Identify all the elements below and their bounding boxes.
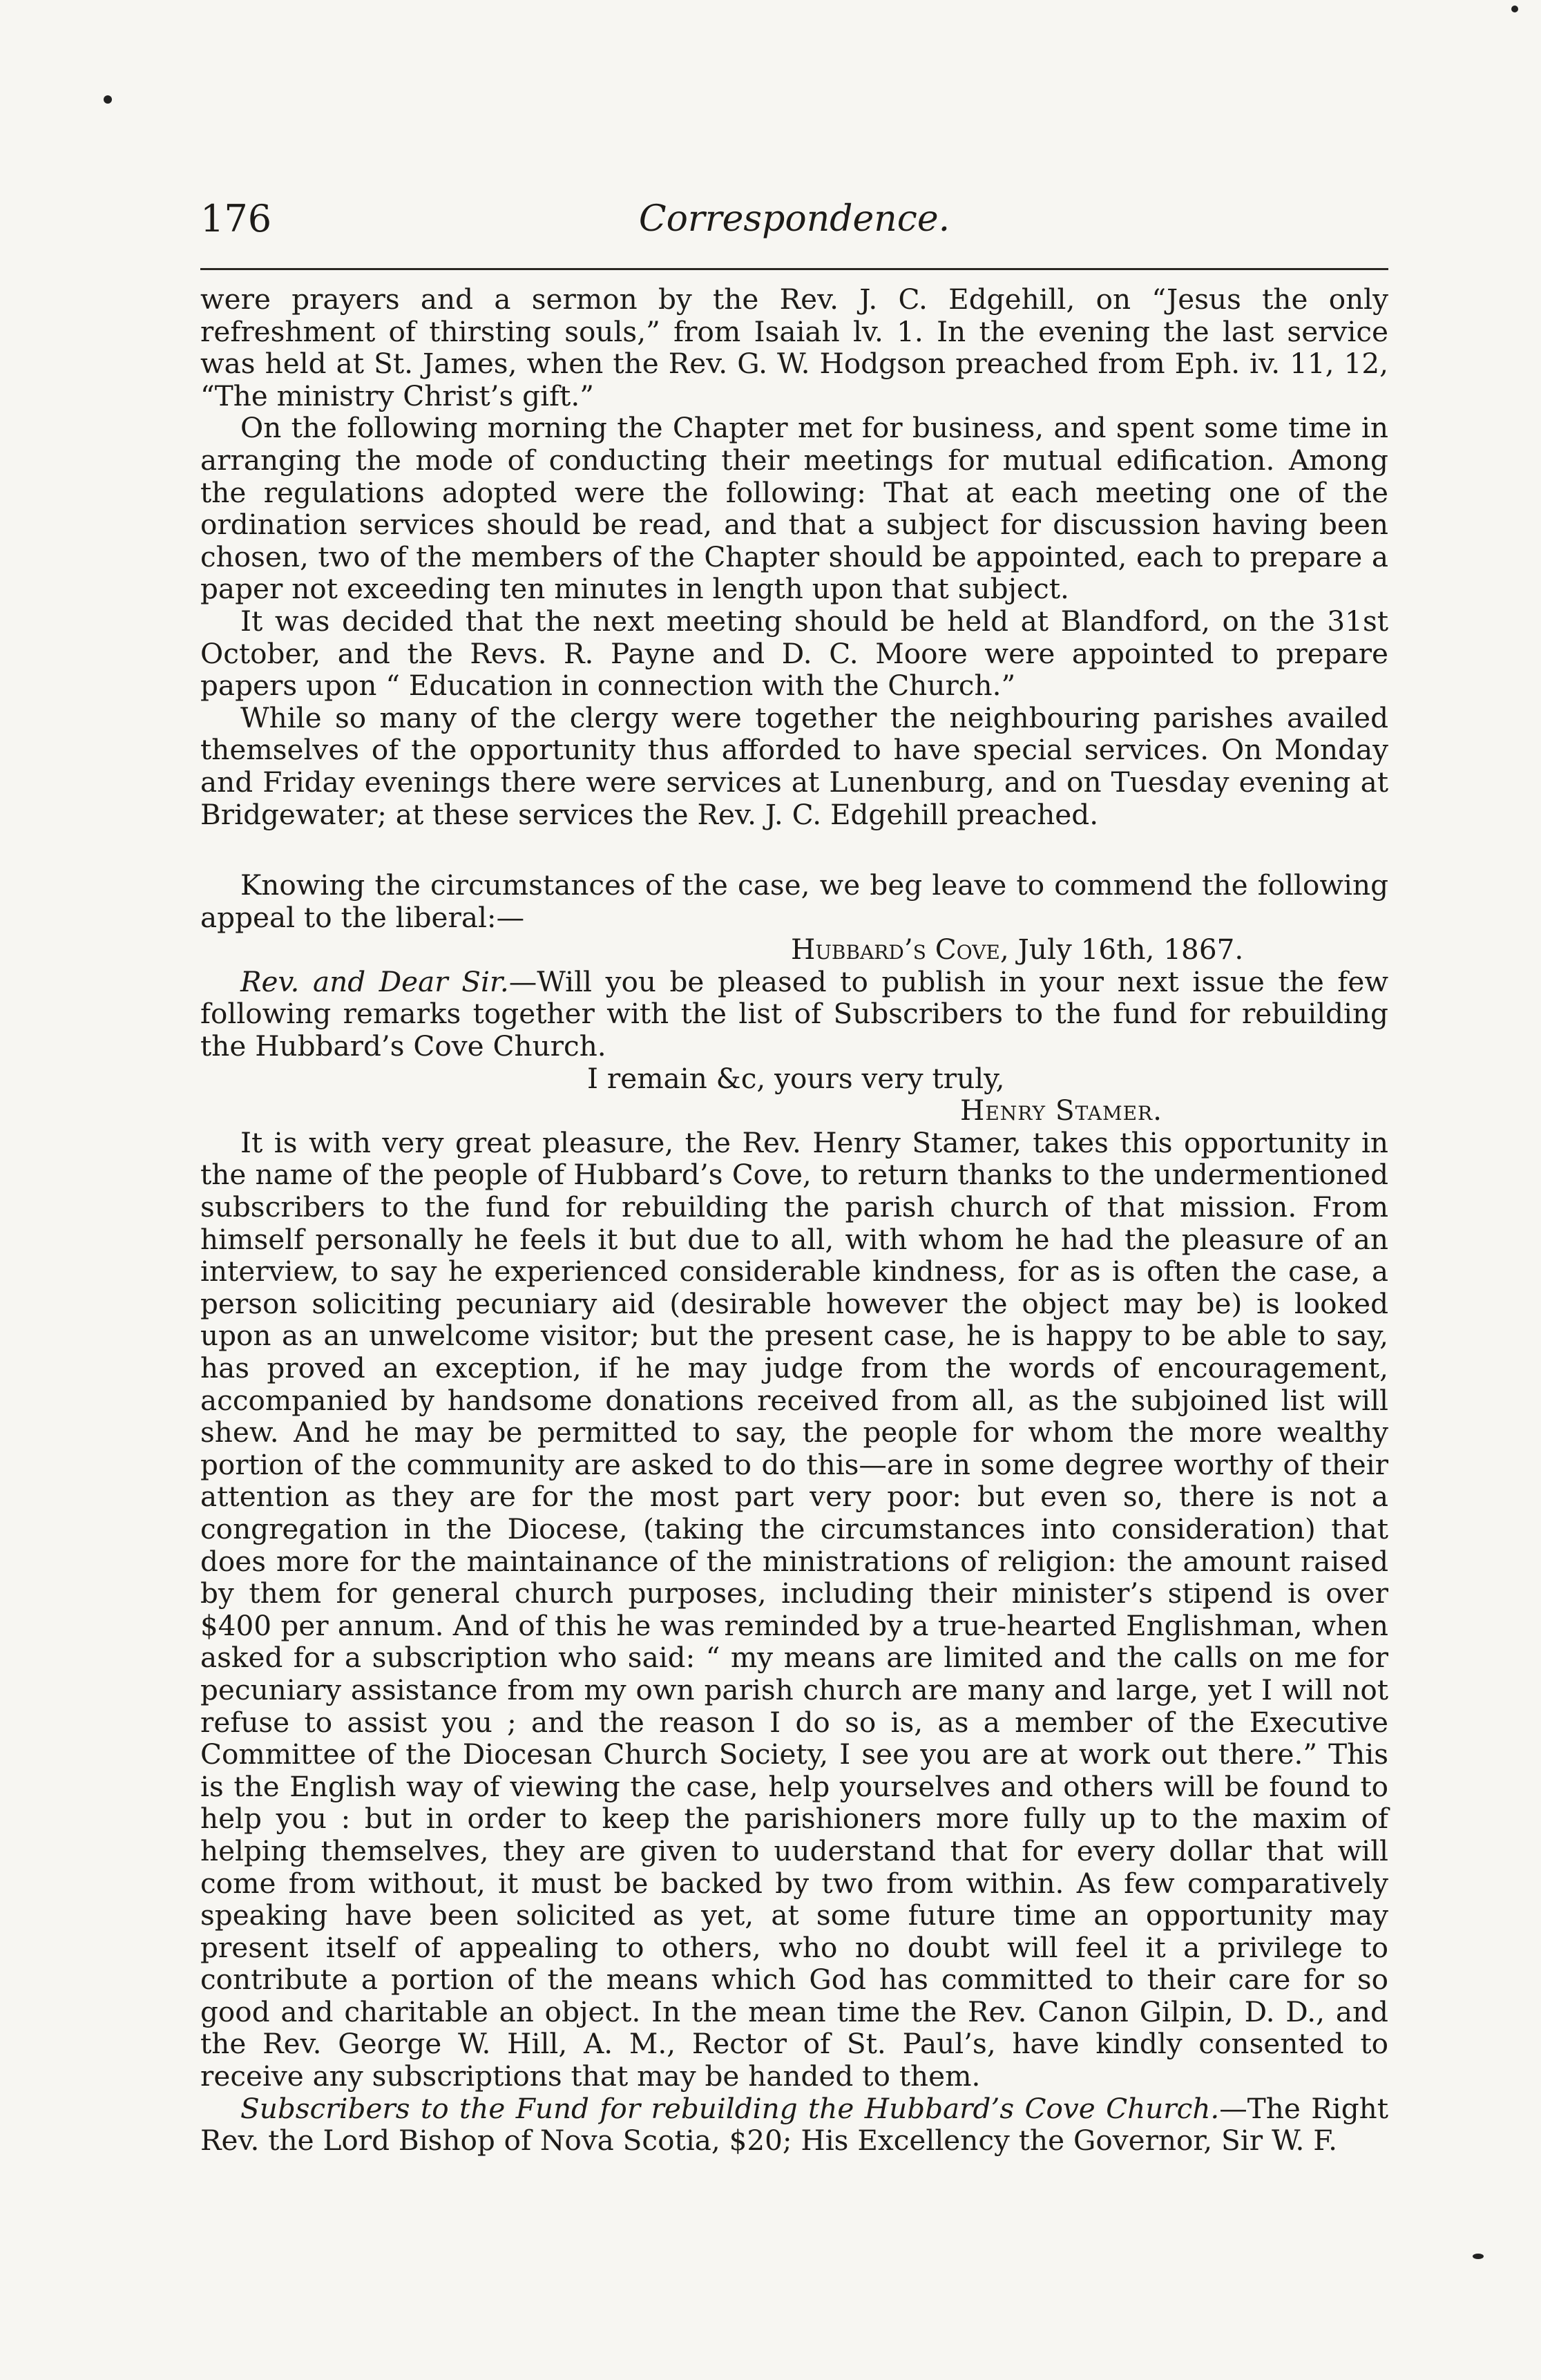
paragraph-thanks: It is with very great pleasure, the Rev. Henry Stamer, takes this opportunity in the name of the people of Hubbard’s Cove, to return thanks to the undermentioned subscribers to the fund for rebuilding the parish church of that mission. From himself personally he feels it but due to all, with whom he had the pleasure of an interview, to say he experienced considerable kindness, for as is often the case, a person soliciting pecuniary aid (desirable however the object may be) is looked upon as an unwelcome visitor; but the present case, he is happy to be able to say, has proved an exception, if he may judge from the words of encouragement, accompanied by handsome donations received from all, as the subjoined list will shew. And he may be permitted to say, the people for whom the more wealthy portion of the community are asked to do this—are in some degree worthy of their attention as they are for the most part very poor: but even so, there is not a congregation in the Diocese, (taking the circumstances into consideration) that does more for the maintainance of the ministrations of religion: the amount raised by them for general church purposes, including their minister’s stipend is over $400 per annum. And of this he was reminded by a true-hearted Englishman, when asked for a subscription who said: “ my means are limited and the calls on me for pecuniary assistance from my own parish church are many and large, yet I will not refuse to assist you ; and the reason I do so is, as a member of the Executive Committee of the Diocesan Church Society, I see you are at work out there.” This is the English way of viewing the case, help yourselves and others will be found to help you : but in order to keep the parishioners more fully up to the maxim of helping themselves, they are given to uuderstand that for every dollar that will come from without, it must be backed by two from within. As few comparatively speaking have been solicited as yet, at some future time an opportunity may present itself of appealing to others, who no doubt will feel it a privilege to contribute a portion of the means which God has committed to their care for so good and charitable an object. In the mean time the Rev. Canon Gilpin, D. D., and the Rev. George W. Hill, A. M., Rector of St. Paul’s, have kindly consented to receive any subscriptions that may be handed to them.	[200, 1125, 1388, 2093]
paragraph-appeal-intro: Knowing the circumstances of the case, we beg leave to commend the following appeal to the liberal:—	[200, 868, 1388, 934]
scan-speck	[104, 95, 112, 104]
subscribers-heading: Subscribers to the Fund for rebuilding the Hubbard’s Cove Church.	[240, 2091, 1220, 2125]
page-number: 176	[200, 197, 272, 240]
letter-signature: Henry Stamer.	[960, 1094, 1163, 1127]
header-rule	[200, 268, 1388, 270]
paragraph-next-meeting: It was decided that the next meeting should be held at Blandford, on the 31st October, and the Revs. R. Payne and D. C. Moore were appointed to prepare papers upon “ Education in connection with the Church.”	[200, 604, 1388, 703]
paragraph-continuation: were prayers and a sermon by the Rev. J. C. Edgehill, on “Jesus the only refreshment of thirsting souls,” from Isaiah lv. 1. In the evening the last service was held at St. James, when the Rev. G. W. Hodgson preached from Eph. iv. 11, 12, “The ministry Christ’s gift.”	[200, 283, 1388, 412]
dateline-place: Hubbard’s Cove,	[791, 933, 1009, 967]
paragraph-letter	[200, 966, 1388, 1063]
article-body	[200, 283, 1388, 2157]
page-header	[200, 195, 1388, 250]
letter-signoff: I remain &c, yours very truly,	[587, 1061, 1005, 1095]
paragraph-chapter-meeting: On the following morning the Chapter met for business, and spent some time in arranging the mode of conducting their meetings for mutual edification. Among the regulations adopted were the following: That at each meeting one of the ordination services should be read, and that a subject for discussion having been chosen, two of the members of the Chapter should be appointed, each to prepare a paper not exceeding ten minutes in length upon that subject.	[200, 411, 1388, 606]
dateline-date: July 16th, 1867.	[1008, 933, 1244, 967]
letter-text: —Will you be pleased to publish in your next issue the few following remarks together with the list of Subscribers to the fund for rebuilding the Hubbard’s Cove Church.	[200, 964, 1388, 1063]
running-title: Correspondence.	[638, 198, 950, 240]
paragraph-special-services: While so many of the clergy were together the neighbouring parishes availed themselves of the opportunity thus afforded to have special services. On Monday and Friday evenings there were services at Lunenburg, and on Tuesday evening at Bridgewater; at these services the Rev. J. C. Edgehill preached.	[200, 701, 1388, 831]
scan-speck	[1511, 6, 1518, 12]
subscribers-list: —The Right Rev. the Lord Bishop of Nova Scotia, $20; His Excellency the Governor, Sir W. F.	[200, 2091, 1388, 2158]
scan-speck	[1473, 2254, 1484, 2259]
paragraph-subscribers	[200, 2093, 1388, 2157]
salutation: Rev. and Dear Sir.	[240, 964, 509, 998]
dateline	[200, 933, 1388, 966]
